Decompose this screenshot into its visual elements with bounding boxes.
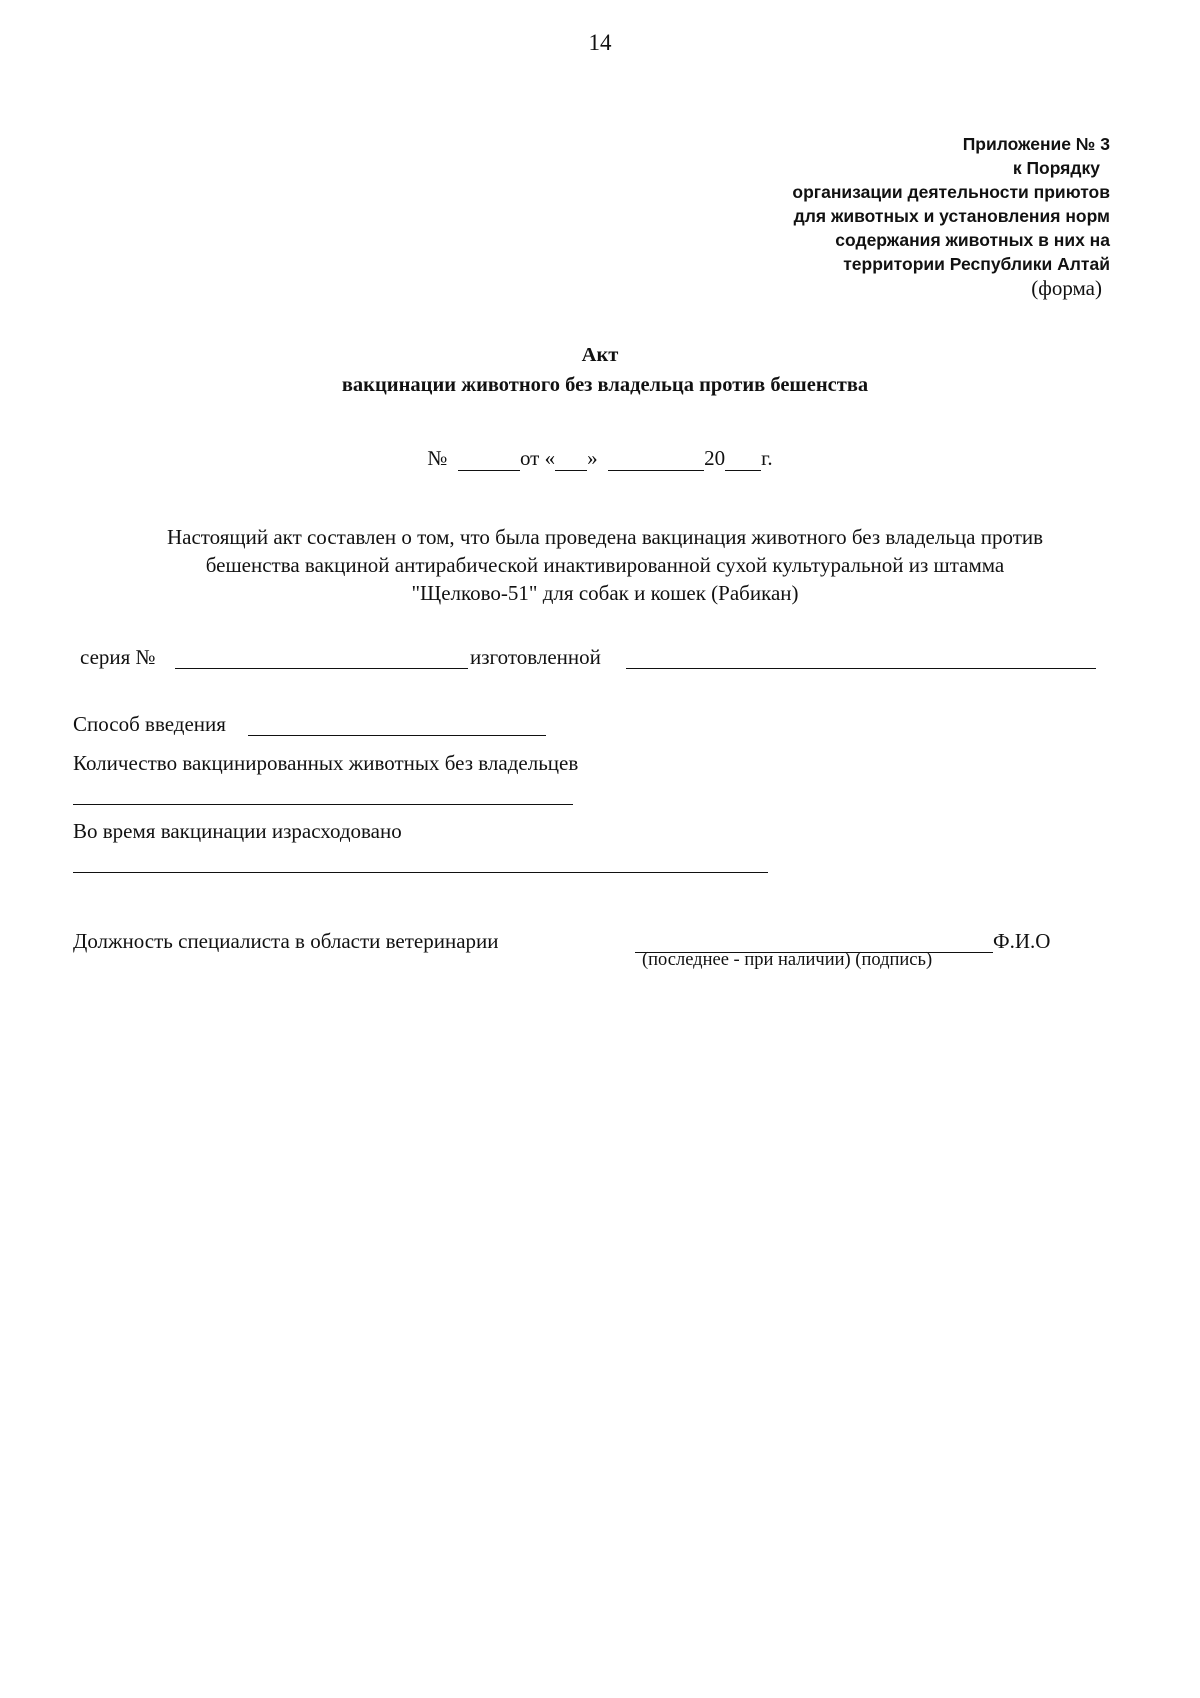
count-row (73, 750, 578, 776)
year-prefix: 20 (704, 446, 726, 470)
method-row (73, 711, 226, 737)
act-number-line (0, 446, 1200, 471)
day-field[interactable] (555, 448, 587, 471)
manufactured-label: изготовленной (470, 645, 601, 669)
month-field[interactable] (608, 448, 704, 471)
title-act: Акт (581, 344, 619, 366)
year-field[interactable] (725, 448, 761, 471)
appendix-line: Приложение № 3 (962, 134, 1110, 154)
title-subject: вакцинации животного без владельца против бешенства (341, 374, 869, 396)
appendix-line: организации деятельности приютов (792, 182, 1110, 202)
appendix-line: содержания животных в них на (835, 230, 1110, 250)
method-field[interactable] (248, 735, 546, 736)
method-label: Способ введения (73, 712, 226, 736)
date-from-label: от « (519, 446, 556, 470)
manufacturer-field[interactable] (626, 668, 1096, 669)
appendix-header (792, 132, 1110, 300)
position-row (73, 928, 499, 954)
fio-label: Ф.И.О (993, 929, 1051, 953)
intro-line: Настоящий акт составлен о том, что была проведена вакцинация животного без владельца против (166, 525, 1044, 549)
document-title (0, 340, 1200, 400)
intro-line: бешенства вакциной антирабической инактивированной сухой культуральной из штамма (205, 553, 1005, 577)
year-suffix: г. (761, 446, 773, 470)
series-label: серия № (80, 645, 156, 669)
count-label: Количество вакцинированных животных без владельцев (73, 751, 579, 775)
fio-row (993, 928, 1050, 954)
page-number: 14 (588, 30, 612, 55)
appendix-line: к Порядку (1012, 158, 1100, 178)
intro-line: "Щелково-51" для собак и кошек (Рабикан) (411, 581, 799, 605)
number-sign: № (427, 446, 448, 470)
position-label: Должность специалиста в области ветеринарии (73, 929, 499, 953)
form-label: (форма) (1031, 276, 1102, 300)
appendix-line: территории Республики Алтай (843, 254, 1110, 274)
series-number-field[interactable] (175, 668, 468, 669)
appendix-line: для животных и установления норм (793, 206, 1110, 226)
signature-caption: (последнее - при наличии) (подпись) (642, 950, 933, 970)
count-field[interactable] (73, 804, 573, 805)
used-row (73, 818, 402, 844)
quote-close: » (587, 446, 598, 470)
manufactured-row (470, 644, 601, 670)
intro-paragraph (60, 523, 1150, 607)
used-label: Во время вакцинации израсходовано (73, 819, 402, 843)
act-number-field[interactable] (458, 448, 520, 471)
used-field[interactable] (73, 872, 768, 873)
series-row (80, 644, 156, 670)
